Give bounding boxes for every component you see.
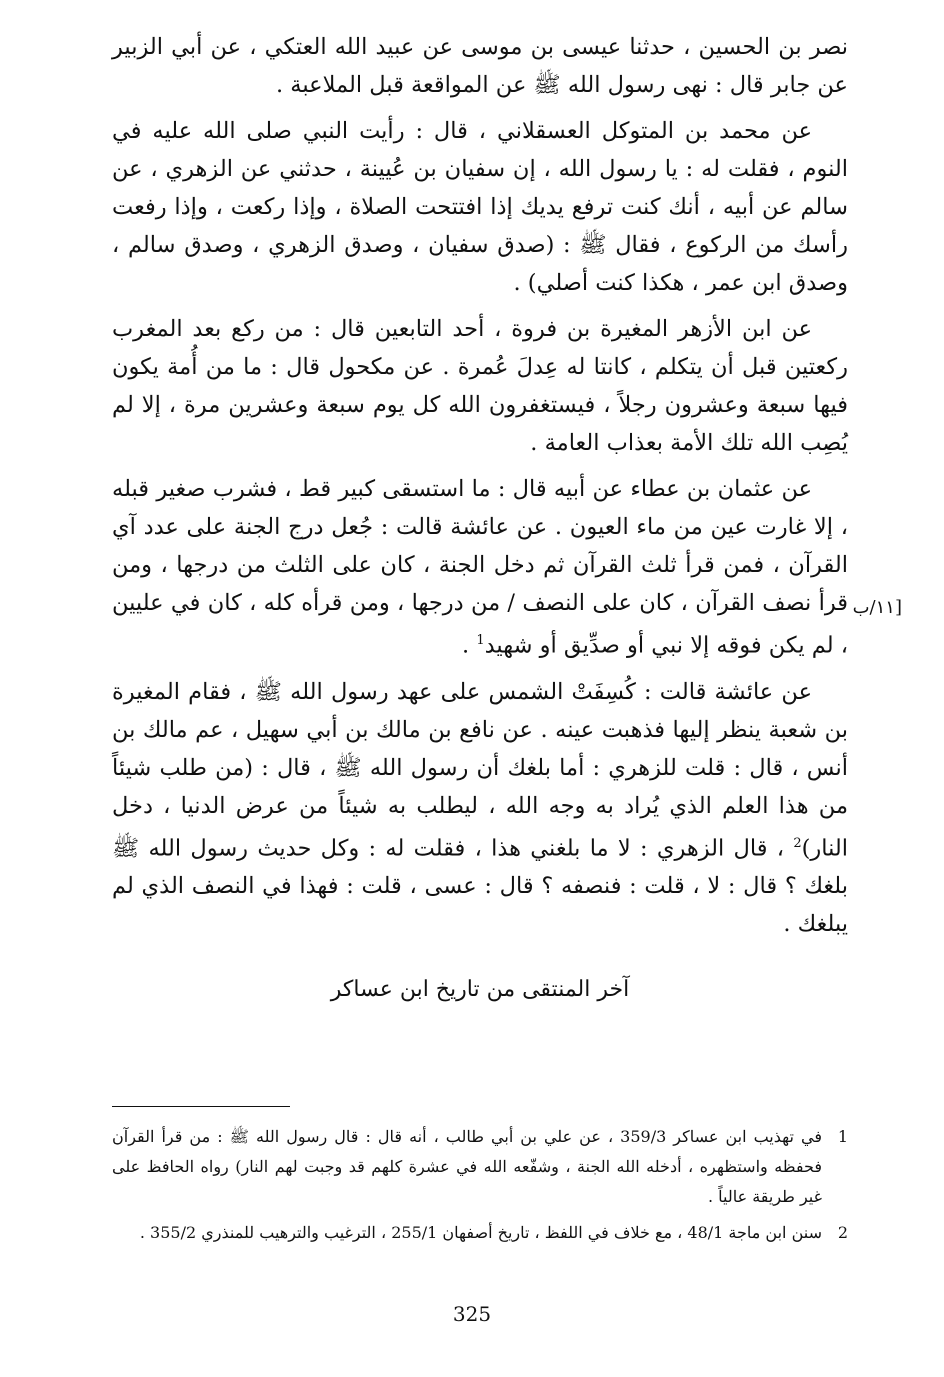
paragraph-5-end: ، قال الزهري : لا ما بلغني هذا ، فقلت له : وكل حديث رسول الله ﷺ بلغك ؟ قال : لا ، قلت : فنصفه ؟ قال : عسى ، قلت : فهذا في النصف الذي لم يبلغك .	[112, 835, 848, 937]
main-text-body	[112, 28, 902, 1002]
footnote-1	[112, 1122, 848, 1212]
paragraph-2: عن محمد بن المتوكل العسقلاني ، قال : رأيت النبي صلى الله عليه في النوم ، فقلت له : يا رسول الله ، إن سفيان بن عُيينة ، حدثني عن الزهري ، عن سالم عن أبيه ، أنك كنت ترفع يديك إذا افتتحت الصلاة ، وإذا ركعت ، وإذا رفعت رأسك من الركوع ، فقال ﷺ : (صدق سفيان ، وصدق الزهري ، وصدق سالم ، وصدق ابن عمر ، هكذا كنت أصلي) .	[112, 118, 848, 296]
footnote-number: 1	[837, 1127, 848, 1146]
margin-folio-note: ١١/ب]	[852, 596, 902, 618]
closing-line: آخر المنتقى من تاريخ ابن عساكر	[330, 977, 630, 1002]
paragraph-5-part-1: عن عائشة قالت : كُسِفَتْ الشمس على عهد رسول الله ﷺ ، فقام المغيرة بن شعبة ينظر إليها فذهبت عينه . عن نافع بن مالك بن أبي سهيل ، عم مالك بن أنس ، قال : قلت للزهري : أما بلغك أن رسول الله ﷺ ، قال : (من طلب شيئاً من هذا العلم الذي يُراد به وجه الله ، ليطلب به شيئاً من عرض الدنيا ، دخل النار)	[112, 678, 848, 861]
paragraph-4-part-2: كان على النصف / من درجها ، ومن قرأه كله ، كان في عليين ، لم يكن فوقه إلا نبي أو صدِّيق أو شهيد	[112, 590, 848, 659]
paragraph-4-end: .	[462, 632, 477, 659]
paragraph-5	[112, 673, 848, 944]
footnote-text: سنن ابن ماجة 48/1 ، مع خلاف في اللفظ ، تاريخ أصفهان 255/1 ، الترغيب والترهيب للمنذري 355/2 .	[139, 1223, 822, 1242]
paragraph-4-part-1: عن عثمان بن عطاء عن أبيه قال : ما استسقى كبير قط ، فشرب صغير قبله ، إلا غارت عين من ماء العيون . عن عائشة قالت : جُعل درج الجنة على عدد آي القرآن ، فمن قرأ ثلث القرآن ثم دخل الجنة ، كان على الثلث من درجها ، ومن قرأ نصف القرآن ،	[112, 476, 848, 616]
footnote-number: 2	[837, 1223, 848, 1242]
paragraph-1: نصر بن الحسين ، حدثنا عيسى بن موسى عن عبيد الله العتكي ، عن أبي الزبير عن جابر قال : نهى رسول الله ﷺ عن المواقعة قبل الملاعبة .	[112, 34, 848, 98]
footnote-ref-2[interactable]: 2	[793, 835, 802, 851]
footnote-ref-1[interactable]: 1	[476, 633, 485, 648]
footnotes	[112, 1122, 848, 1254]
footnote-divider	[112, 1106, 290, 1107]
page-number: 325	[452, 1302, 492, 1326]
paragraph-3: عن ابن الأزهر المغيرة بن فروة ، أحد التابعين قال : من ركع بعد المغرب ركعتين قبل أن يتكلم ، كانتا له عِدلَ عُمرة . عن مكحول قال : ما من أُمة يكون فيها سبعة وعشرون رجلاً ، فيستغفرون الله كل يوم سبعة وعشرين مرة ، إلا لم يُصِب الله تلك الأمة بعذاب العامة .	[112, 316, 848, 456]
paragraph-4	[112, 470, 902, 665]
footnote-2	[112, 1218, 848, 1248]
footnote-text: في تهذيب ابن عساكر 359/3 ، عن علي بن أبي طالب ، أنه قال : قال رسول الله ﷺ : من قرأ القرآن فحفظه واستظهره ، أدخله الله الجنة ، وشفّعه الله في عشرة كلهم قد وجبت لهم النار) رواه الحافظ على غير طريقة عالياً .	[112, 1127, 823, 1206]
